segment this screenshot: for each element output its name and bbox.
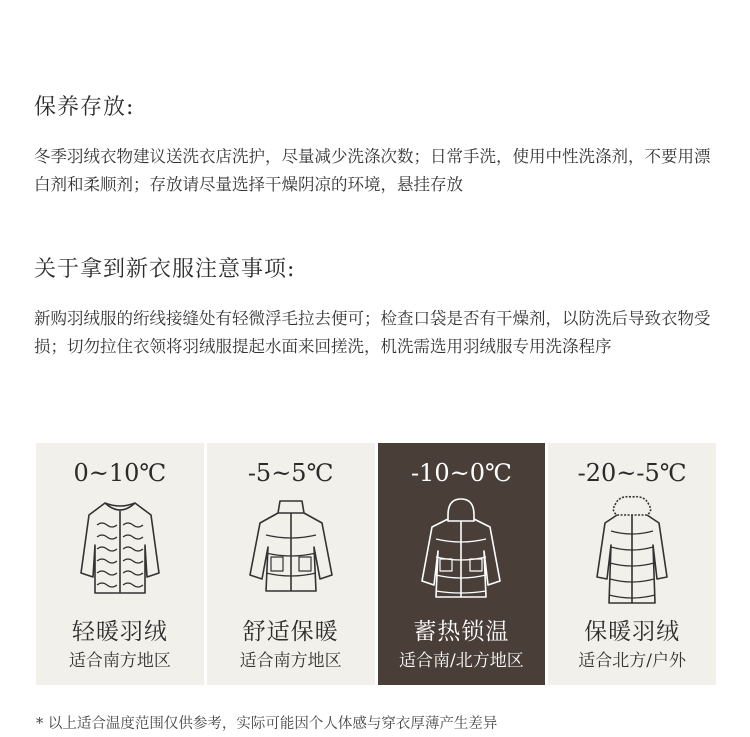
hooded-parka-icon bbox=[416, 495, 506, 605]
card-desc: 适合南方地区 bbox=[68, 651, 171, 671]
card-name: 轻暖羽绒 bbox=[71, 619, 168, 645]
notice-section bbox=[34, 252, 724, 283]
temperature-cards bbox=[36, 443, 716, 685]
care-text: 冬季羽绒衣物建议送洗衣店洗护，尽量减少洗涤次数；日常手洗，使用中性洗涤剂，不要用漂白剂和柔顺剂；存放请尽量选择干燥阴凉的环境，悬挂存放 bbox=[34, 147, 711, 194]
card-desc: 适合南/北方地区 bbox=[399, 651, 524, 671]
temp-range: -5~5℃ bbox=[247, 459, 334, 487]
temp-card-heat bbox=[378, 443, 546, 685]
temp-range: -10~0℃ bbox=[410, 459, 512, 487]
care-section bbox=[34, 90, 724, 121]
notice-text: 新购羽绒服的绗线接缝处有轻微浮毛拉去便可；检查口袋是否有干燥剂，以防洗后导致衣物受损；切勿拉住衣领将羽绒服提起水面来回搓洗，机洗需选用羽绒服专用洗涤程序 bbox=[34, 309, 711, 356]
long-coat-icon bbox=[587, 495, 677, 605]
footnote: * 以上适合温度范围仅供参考，实际可能因个人体感与穿衣厚薄产生差异 bbox=[36, 716, 498, 732]
temp-card-warm bbox=[548, 443, 716, 685]
light-jacket-icon bbox=[75, 495, 165, 605]
temp-range: 0~10℃ bbox=[73, 459, 167, 487]
notice-title: 关于拿到新衣服注意事项: bbox=[34, 257, 296, 282]
card-name: 舒适保暖 bbox=[242, 619, 339, 645]
temp-range: -20~-5℃ bbox=[577, 459, 687, 487]
puffer-jacket-icon bbox=[246, 495, 336, 605]
card-name: 保暖羽绒 bbox=[584, 619, 681, 645]
care-title: 保养存放: bbox=[34, 95, 135, 120]
card-name: 蓄热锁温 bbox=[413, 619, 510, 645]
card-desc: 适合南方地区 bbox=[239, 651, 342, 671]
temp-card-comfort bbox=[207, 443, 375, 685]
card-desc: 适合北方/户外 bbox=[578, 651, 686, 671]
temp-card-light bbox=[36, 443, 204, 685]
